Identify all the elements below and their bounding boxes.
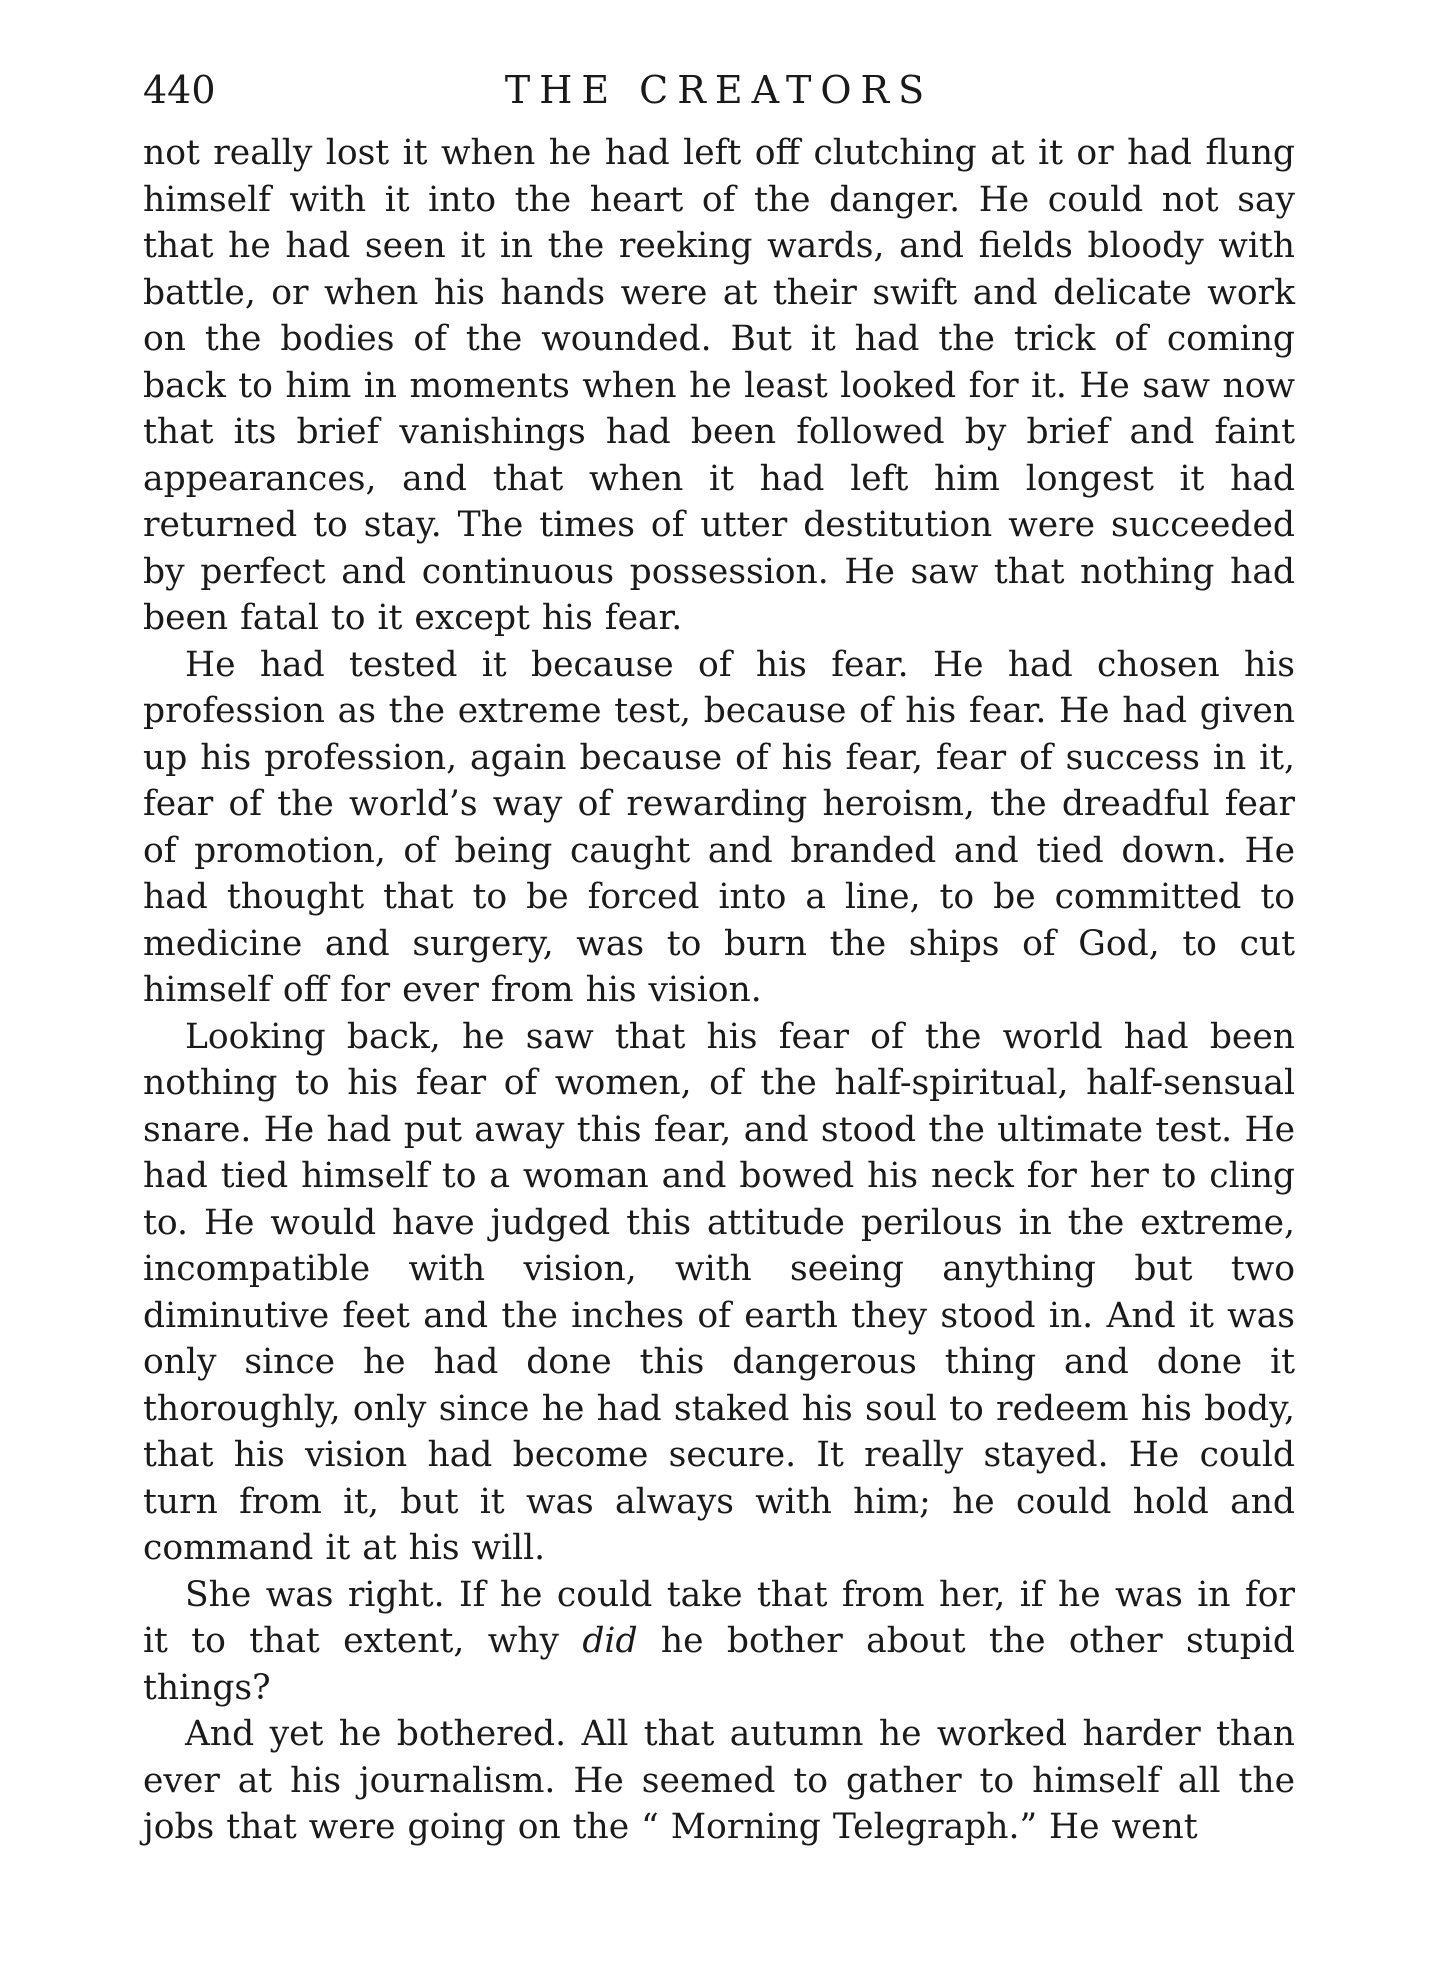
paragraph-4-italic-word: did: [582, 1621, 638, 1661]
paragraph-1: not really lost it when he had left off clutching at it or had flung himself with it into the heart of the danger. He could not say that he had seen it in the reeking wards, and fields bloody with battle, or when his hands were at their swift and delicate work on the bodies of the wounded. But it had the trick of coming back to him in moments when he least looked for it. He saw now that its brief vanishings had been followed by brief and faint appearances, and that when it had left him longest it had returned to stay. The times of utter destitution were succeeded by perfect and continuous possession. He saw that nothing had been fatal to it except his fear.: [143, 133, 1295, 638]
body-text: [143, 130, 1295, 1851]
paragraph-4-before-italic: She was right. If he could take that from her, if he was in for it to that extent, why: [143, 1574, 1295, 1661]
paragraph-2: He had tested it because of his fear. He had chosen his profession as the extreme test, because of his fear. He had given up his profession, again because of his fear, fear of success in it, fear of the world’s way of rewarding heroism, the dreadful fear of promotion, of being caught and branded and tied down. He had thought that to be forced into a line, to be committed to medicine and surgery, was to burn the ships of God, to cut himself off for ever from his vision.: [143, 644, 1295, 1010]
paragraph-5: And yet he bothered. All that autumn he worked harder than ever at his journalism. He seemed to gather to himself all the jobs that were going on the “ Morning Telegraph.” He went: [143, 1714, 1295, 1847]
paragraph-4: [143, 1572, 1295, 1712]
book-title: THE CREATORS: [504, 68, 934, 112]
running-head: [143, 60, 1295, 120]
book-page: [143, 60, 1295, 1851]
page-number: 440: [143, 68, 216, 112]
paragraph-4-after-italic: he bother about the other stupid things?: [143, 1621, 1296, 1708]
paragraph-3: Looking back, he saw that his fear of the world had been nothing to his fear of women, of the half-spiritual, half-sensual snare. He had put away this fear, and stood the ultimate test. He had tied himself to a woman and bowed his neck for her to cling to. He would have judged this attitude perilous in the extreme, incompatible with vision, with seeing anything but two diminutive feet and the inches of earth they stood in. And it was only since he had done this dangerous thing and done it thoroughly, only since he had staked his soul to redeem his body, that his vision had become secure. It really stayed. He could turn from it, but it was always with him; he could hold and command it at his will.: [143, 1016, 1295, 1568]
